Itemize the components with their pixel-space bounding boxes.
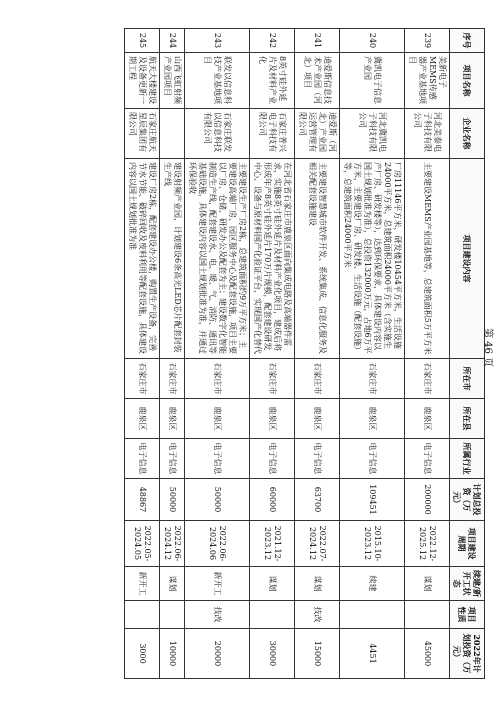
table-row	[125, 29, 160, 679]
cell-status: 谋划	[295, 567, 340, 601]
cell-period: 2015.10-2023.12	[340, 521, 405, 567]
header-nature: 项目性质	[450, 601, 485, 629]
cell-plan2022: 10000	[160, 629, 185, 679]
header-content: 项目建设内容	[450, 159, 485, 359]
cell-name: 山西飞虹射频产业园项目	[160, 53, 185, 109]
cell-no: 241	[295, 29, 340, 53]
cell-industry: 电子信息	[160, 439, 185, 479]
cell-no: 243	[185, 29, 250, 53]
cell-investment: 50000	[185, 479, 250, 521]
cell-name: 迪爱斯信息技术产业园（河北）项目	[295, 53, 340, 109]
cell-content: 在河北省石家庄市鹿泉区面向集成电路及高端器件需求，实施8英寸硅外延片及材料产业化项目，建成后将形成年产8英寸硅外延片170万片规模，配套建设研发中心、设备与原材料国产化验证平台，实现国产化替代	[250, 159, 295, 359]
cell-city: 石家庄市	[405, 359, 450, 399]
cell-status: 新开工	[125, 567, 160, 601]
cell-county: 鹿泉区	[160, 399, 185, 439]
cell-period: 2022.12-2025.12	[405, 521, 450, 567]
header-name: 项目名称	[450, 53, 485, 109]
cell-investment: 109451	[340, 479, 405, 521]
cell-nature: 技改	[185, 601, 250, 629]
cell-content: 主要建设生产厂房2栋，总建筑面积约9万平方米；主要建设高端厂房、园区服务中心及配套设施，项目主要以厂房、仓储、研发办公及配套为主；建设数字化智能制造生产线，配套建设水、电、暖、气、消防、通讯等基础设施，具体建设内容以国土规划批准为准，并通过环保验收	[185, 159, 250, 359]
cell-company: 迪爱斯（河北）产业园运营管理有限公司	[295, 109, 340, 159]
header-county: 所在县	[450, 399, 485, 439]
cell-status: 续建	[340, 567, 405, 601]
cell-status: 谋划	[405, 567, 450, 601]
cell-county: 鹿泉区	[295, 399, 340, 439]
cell-investment: 48867	[125, 479, 160, 521]
cell-period: 2021.12-2023.12	[250, 521, 295, 567]
cell-content: 主要建设智慧城市软件开发、系统集成、信息化服务及相关配套设施建设	[295, 159, 340, 359]
header-no: 序号	[450, 29, 485, 53]
cell-plan2022: 45000	[405, 629, 450, 679]
cell-plan2022: 15000	[295, 629, 340, 679]
cell-period: 2022.06-2024.06	[185, 521, 250, 567]
header-status: 续建/新开工状态	[450, 567, 485, 601]
cell-investment: 60000	[250, 479, 295, 521]
page-number: 第 46 页	[482, 327, 494, 368]
table-header-row	[450, 29, 485, 679]
cell-industry: 电子信息	[125, 439, 160, 479]
cell-company: 石家庄联发以信息科技有限公司	[185, 109, 250, 159]
cell-industry: 电子信息	[405, 439, 450, 479]
cell-company	[160, 109, 185, 159]
cell-plan2022: 20000	[185, 629, 250, 679]
cell-nature	[125, 601, 160, 629]
cell-company: 石家庄普兴电子科技有限公司	[250, 109, 295, 159]
cell-no: 242	[250, 29, 295, 53]
cell-period: 2022.06-2024.12	[160, 521, 185, 567]
cell-plan2022: 30000	[250, 629, 295, 679]
cell-no: 240	[340, 29, 405, 53]
cell-investment: 50000	[160, 479, 185, 521]
cell-nature: 技改	[295, 601, 340, 629]
header-investment: 计划总投资（万元）	[450, 479, 485, 521]
cell-city: 石家庄市	[125, 359, 160, 399]
table-row	[160, 29, 185, 679]
cell-nature	[160, 601, 185, 629]
table-row	[185, 29, 250, 679]
cell-company: 石家庄航天星辰集团有限公司	[125, 109, 160, 159]
cell-nature	[250, 601, 295, 629]
cell-city: 石家庄市	[340, 359, 405, 399]
table-row	[295, 29, 340, 679]
cell-content: 厂房11146平方米，研发楼10454平方米，生活设施24000平方米，总建筑面积24000平方米（含实施生产厂房、研发楼等），达到环保要求，具体建设内容以国土规划批准为准），总投资132000万元，占地6万平方米，主要建设厂房、研发楼、生活设施（配套设施）等，总建筑面积24000平方米	[340, 159, 405, 359]
cell-industry: 电子信息	[250, 439, 295, 479]
projects-table	[124, 28, 485, 679]
cell-county: 鹿泉区	[340, 399, 405, 439]
cell-city: 石家庄市	[295, 359, 340, 399]
cell-city: 石家庄市	[160, 359, 185, 399]
cell-company: 河北冀凯电子科技有限公司	[340, 109, 405, 159]
cell-city: 石家庄市	[250, 359, 295, 399]
table-row	[250, 29, 295, 679]
header-industry: 所属行业	[450, 439, 485, 479]
cell-name: 航天大楼建设及设备更新一期工程	[125, 53, 160, 109]
cell-industry: 电子信息	[340, 439, 405, 479]
cell-period: 2022.07-2024.12	[295, 521, 340, 567]
cell-no: 239	[405, 29, 450, 53]
cell-nature	[340, 601, 405, 629]
header-company: 企业名称	[450, 109, 485, 159]
cell-city: 石家庄市	[185, 359, 250, 399]
cell-name: 8英寸硅外延片及材料产业化	[250, 53, 295, 109]
header-plan2022: 2022年计划投资（万元）	[450, 629, 485, 679]
cell-county: 鹿泉区	[185, 399, 250, 439]
cell-county: 鹿泉区	[125, 399, 160, 439]
cell-name: 联发以信息科技产业基地项目	[185, 53, 250, 109]
cell-content: 建设射频产业园，计划建设6条高光LED芯片配套封装生产线	[160, 159, 185, 359]
cell-nature	[405, 601, 450, 629]
table-row	[340, 29, 405, 679]
cell-county: 鹿泉区	[405, 399, 450, 439]
cell-county: 鹿泉区	[250, 399, 295, 439]
header-city: 所在市	[450, 359, 485, 399]
cell-status: 谋划	[250, 567, 295, 601]
cell-name: 冀凯电子信息产业园	[340, 53, 405, 109]
rotated-table-area	[15, 28, 485, 678]
cell-industry: 电子信息	[185, 439, 250, 479]
table-row	[405, 29, 450, 679]
cell-content: 主要建设MEMS产业园基地等，总建筑面积5万平方米	[405, 159, 450, 359]
cell-company: 河北美泰电子科技有限公司	[405, 109, 450, 159]
cell-investment: 63700	[295, 479, 340, 521]
cell-period: 2022.05-2024.05	[125, 521, 160, 567]
cell-content: 建设厂房2栋，配套建设办公楼，购置生产设备，完善节水节能、破碎回收及废料利用等配套设施，具体建设内容以国土规划批准为准	[125, 159, 160, 359]
cell-no: 244	[160, 29, 185, 53]
cell-status: 谋划	[160, 567, 185, 601]
cell-plan2022: 3000	[125, 629, 160, 679]
cell-name: 美新电子MEMS传感器产业基地项目	[405, 53, 450, 109]
cell-plan2022: 4451	[340, 629, 405, 679]
cell-status: 新开工	[185, 567, 250, 601]
cell-industry: 电子信息	[295, 439, 340, 479]
cell-investment: 200000	[405, 479, 450, 521]
header-period: 项目建设周期	[450, 521, 485, 567]
cell-no: 245	[125, 29, 160, 53]
